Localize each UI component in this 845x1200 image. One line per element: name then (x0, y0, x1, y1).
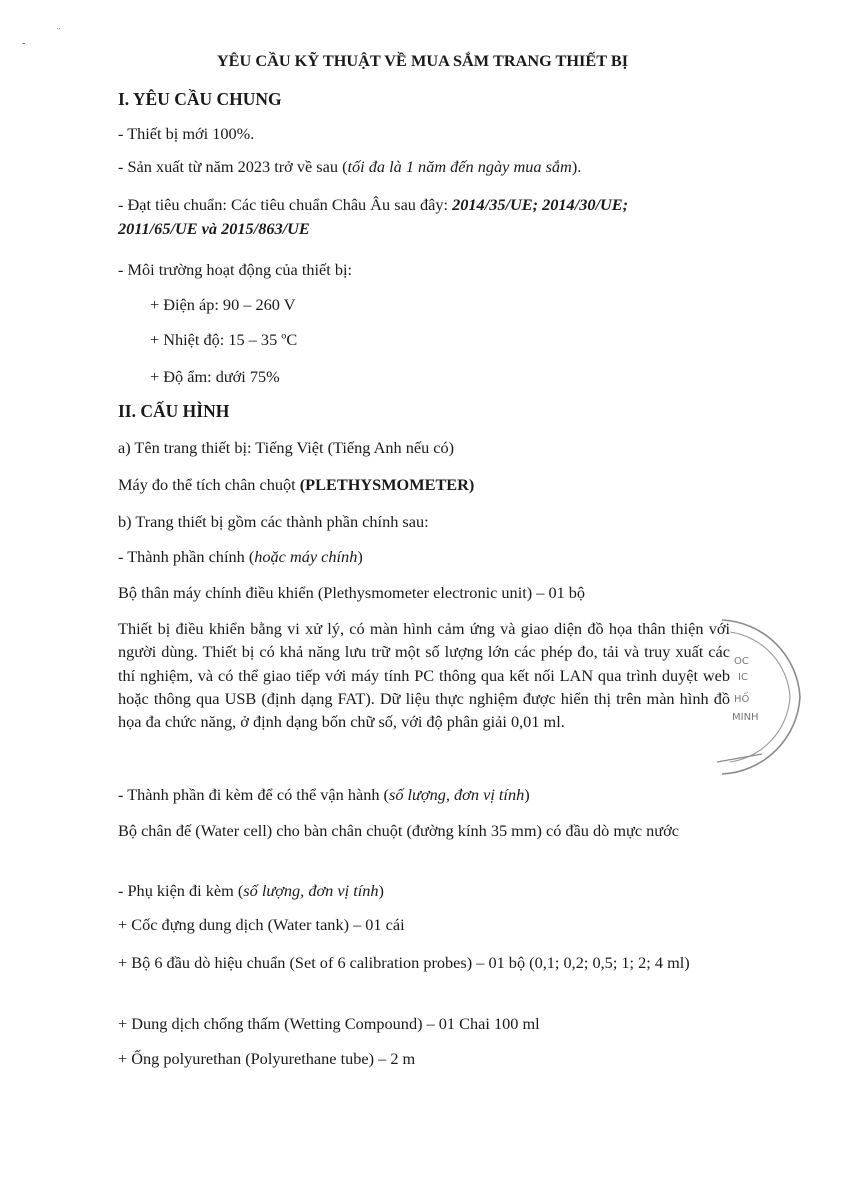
accessories-label: - Phụ kiện đi kèm (số lượng, đơn vị tính) (118, 881, 384, 900)
scan-mark: ᵕ (57, 24, 60, 35)
accessory-item: + Cốc đựng dung dịch (Water tank) – 01 cái (118, 915, 405, 934)
main-component-label: - Thành phần chính (hoặc máy chính) (118, 547, 363, 566)
seal-stamp (712, 612, 812, 782)
svg-text:IC: IC (738, 672, 748, 683)
environment-label: - Môi trường hoạt động của thiết bị: (118, 260, 353, 279)
env-voltage: + Điện áp: 90 – 260 V (150, 295, 296, 314)
section-heading-config: II. CẤU HÌNH (118, 401, 230, 421)
env-temperature: + Nhiệt độ: 15 – 35 ºC (150, 330, 298, 349)
device-name: Máy đo thể tích chân chuột (PLETHYSMOMETER) (118, 475, 475, 494)
device-description: Thiết bị điều khiển bằng vi xử lý, có màn hình cảm ứng và giao diện đồ họa thân thiện với người dùng. Thiết bị có khả năng lưu trữ một số lượng lớn các phép đo, tải và truy xuất các thí nghiệm, và có thể giao tiếp với máy tính PC thông qua kết nối LAN qua trình duyệt web hoặc thông qua USB (định dạng FAT). Dữ liệu thực nghiệm được hiển thị trên màn hình đồ họa đa chức năng, ở định dạng bốn chữ số, với độ phân giải 0,01 ml. (118, 619, 730, 732)
env-humidity: + Độ ẩm: dưới 75% (150, 367, 280, 386)
accompany-label: - Thành phần đi kèm để có thể vận hành (số lượng, đơn vị tính) (118, 785, 530, 804)
requirement-standards-cont: 2011/65/UE và 2015/863/UE (118, 219, 310, 238)
accessory-item: + Bộ 6 đầu dò hiệu chuẩn (Set of 6 calibration probes) – 01 bộ (0,1; 0,2; 0,5; 1; 2; 4 ml) (118, 953, 690, 972)
water-cell: Bộ chân đế (Water cell) cho bàn chân chuột (đường kính 35 mm) có đầu dò mực nước (118, 821, 679, 840)
scan-mark: - (22, 38, 26, 49)
section-heading-general: I. YÊU CẦU CHUNG (118, 89, 282, 109)
accessory-item: + Ống polyurethan (Polyurethane tube) – 2 m (118, 1049, 416, 1068)
page-title: YÊU CẦU KỸ THUẬT VỀ MUA SẮM TRANG THIẾT BỊ (216, 51, 629, 70)
requirement-new: - Thiết bị mới 100%. (118, 124, 255, 143)
svg-text:OC: OC (734, 656, 749, 667)
main-unit: Bộ thân máy chính điều khiển (Plethysmometer electronic unit) – 01 bộ (118, 583, 586, 602)
device-name-label: a) Tên trang thiết bị: Tiếng Việt (Tiếng Anh nếu có) (118, 438, 455, 457)
svg-text:HỐ: HỐ (734, 694, 750, 705)
svg-text:MINH: MINH (732, 712, 759, 723)
requirement-production: - Sản xuất từ năm 2023 trở về sau (tối đa là 1 năm đến ngày mua sắm). (118, 157, 582, 176)
requirement-standards: - Đạt tiêu chuẩn: Các tiêu chuẩn Châu Âu sau đây: 2014/35/UE; 2014/30/UE; (118, 195, 629, 214)
components-label: b) Trang thiết bị gồm các thành phần chính sau: (118, 512, 429, 531)
accessory-item: + Dung dịch chống thấm (Wetting Compound) – 01 Chai 100 ml (118, 1014, 540, 1033)
